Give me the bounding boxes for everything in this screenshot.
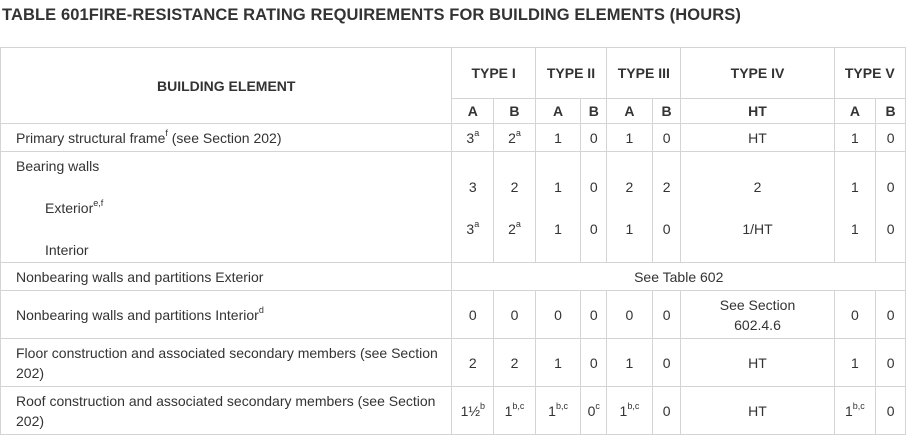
sub-header: B [581, 99, 607, 124]
table-cell: 0 [494, 291, 536, 339]
table-cell: 2 1 [607, 152, 653, 263]
table-cell: 1$^{b,c}$ [535, 387, 581, 435]
table-row-primary-frame [1, 124, 906, 152]
table-cell: 0 [652, 291, 681, 339]
table-cell: 2 2$^a$ [494, 152, 536, 263]
sub-header: B [652, 99, 681, 124]
header-building-element: BUILDING ELEMENT [1, 48, 452, 124]
table-cell: 2 [452, 339, 494, 387]
fire-resistance-table [0, 47, 906, 435]
table-cell: 0 [581, 124, 607, 152]
table-cell: 1$^{b,c}$ [494, 387, 536, 435]
header-type-iv: TYPE IV [681, 48, 834, 99]
table-cell: 1 [535, 339, 581, 387]
table-cell: 0 [876, 124, 906, 152]
table-cell: 1 [535, 124, 581, 152]
sub-header: HT [681, 99, 834, 124]
header-type-ii: TYPE II [535, 48, 606, 99]
sub-header: A [535, 99, 581, 124]
table-cell: 1½$^b$ [452, 387, 494, 435]
table-cell: 1 1 [535, 152, 581, 263]
table-cell: 0 [834, 291, 876, 339]
bearing-exterior-label: Exterior$^{e,f}$ [45, 198, 104, 216]
table-row-roof-construction [1, 387, 906, 435]
header-row-types [1, 48, 906, 99]
table-cell: 0 [652, 339, 681, 387]
bearing-walls-label: Bearing walls [16, 158, 100, 174]
table-title: TABLE 601FIRE-RESISTANCE RATING REQUIREMENTS FOR BUILDING ELEMENTS (HOURS) [2, 6, 741, 24]
table-cell: 0 [876, 291, 906, 339]
table-row-nonbearing-interior [1, 291, 906, 339]
table-cell: 1 [834, 339, 876, 387]
bearing-interior-label: Interior [45, 242, 89, 258]
row-label [1, 152, 452, 263]
table-cell: 0 [452, 291, 494, 339]
sub-header: B [494, 99, 536, 124]
table-cell: 0 0 [876, 152, 906, 263]
table-cell: 0 [876, 339, 906, 387]
table-cell: 1 [607, 339, 653, 387]
table-cell: 3$^a$ [452, 124, 494, 152]
table-cell: 0 [876, 387, 906, 435]
row-label: Roof construction and associated secondary members (see Section 202) [1, 387, 452, 435]
table-cell: HT [681, 339, 834, 387]
header-type-i: TYPE I [452, 48, 535, 99]
table-cell: 1 [834, 124, 876, 152]
table-cell: 1 [607, 124, 653, 152]
table-cell: 0$^c$ [581, 387, 607, 435]
sub-header: A [607, 99, 653, 124]
table-cell: 1$^{b,c}$ [607, 387, 653, 435]
table-cell: 0 [652, 387, 681, 435]
table-cell: HT [681, 387, 834, 435]
table-cell: 2$^a$ [494, 124, 536, 152]
header-type-v: TYPE V [834, 48, 905, 99]
table-row-bearing-walls [1, 152, 906, 263]
table-cell: 1$^{b,c}$ [834, 387, 876, 435]
table-cell: 0 [581, 291, 607, 339]
table-cell: 1 1 [834, 152, 876, 263]
table-cell: 0 0 [581, 152, 607, 263]
row-label: Floor construction and associated secondary members (see Section 202) [1, 339, 452, 387]
table-cell: 2 [494, 339, 536, 387]
table-cell: See Table 602 [452, 263, 906, 291]
sub-header: B [876, 99, 906, 124]
table-cell: 0 [581, 339, 607, 387]
table-row-nonbearing-exterior [1, 263, 906, 291]
table-cell: 0 [535, 291, 581, 339]
row-label: Nonbearing walls and partitions Exterior [1, 263, 452, 291]
table-cell: 2 0 [652, 152, 681, 263]
table-cell: 3 3$^a$ [452, 152, 494, 263]
table-cell: 0 [652, 124, 681, 152]
row-label: Primary structural frame$^f$ (see Section 202) [1, 124, 452, 152]
row-label: Nonbearing walls and partitions Interior$^d$ [1, 291, 452, 339]
table-cell: 2 1/HT [681, 152, 834, 263]
table-cell: 0 [607, 291, 653, 339]
table-cell: See Section 602.4.6 [681, 291, 834, 339]
header-type-iii: TYPE III [607, 48, 681, 99]
table-row-floor-construction [1, 339, 906, 387]
table-cell: HT [681, 124, 834, 152]
sub-header: A [834, 99, 876, 124]
sub-header: A [452, 99, 494, 124]
